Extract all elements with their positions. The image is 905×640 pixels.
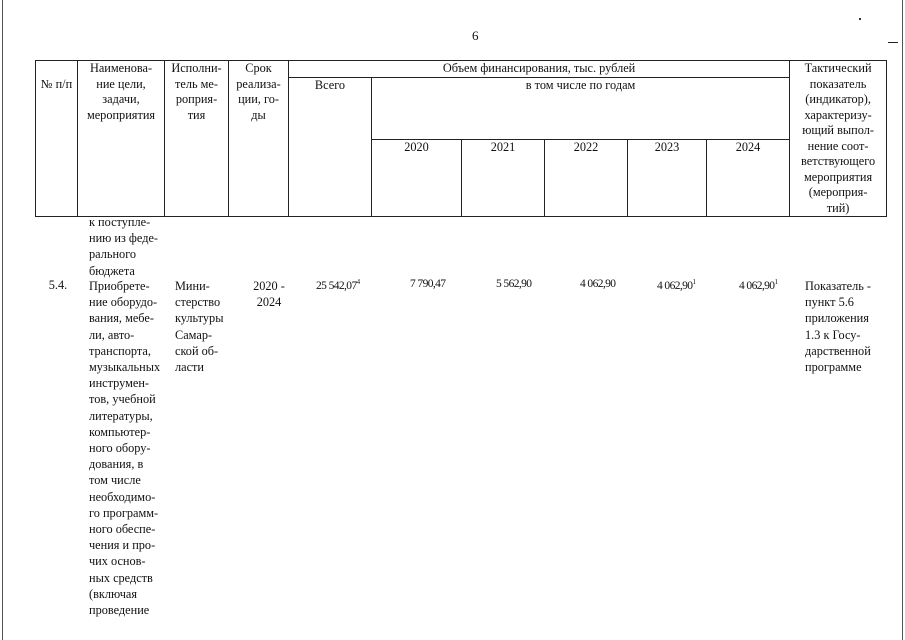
row-name: Приобрете- ние оборудо- вания, мебе- ли, авто- транспорта, музыкальных инструмен- тов, учебной литературы, компьютер- ного обору- дования, в том числе необходимо- го программ- ного обеспе- чения и про- чих основ- ных средств (включая проведение — [89, 279, 161, 618]
row-executor: Мини- стерство культуры Самар- ской об- ласти — [175, 279, 224, 375]
col-header-by-years: в том числе по годам — [372, 77, 790, 140]
scan-border-left — [2, 0, 3, 640]
col-header-year: 2024 — [707, 140, 790, 217]
budget-table-header — [35, 60, 887, 217]
row-2024: 4 062,90$^1$ — [739, 278, 778, 292]
col-header-name: Наименова- ние цели, задачи, мероприятия — [78, 61, 165, 217]
row-total: 25 542,07$^4$ — [316, 278, 361, 292]
col-header-executor: Исполни- тель ме- роприя- тия — [165, 61, 229, 217]
row-indicator: Показатель - пункт 5.6 приложения 1.3 к Госу- дарственной программе — [805, 279, 872, 375]
page-number: 6 — [472, 28, 479, 43]
row-term: 2020 - 2024 — [253, 279, 285, 310]
scan-speck — [859, 18, 861, 20]
continuation-text: к поступле- нию из феде- рального бюджета — [89, 215, 159, 278]
col-header-total: Всего — [289, 77, 372, 217]
scan-dash — [888, 42, 898, 43]
col-header-indicator: Тактический показатель (индикатор), характеризу- ющий выпол- нение соот- ветствующего мероприятия (мероприя- тий) — [790, 61, 887, 217]
col-header-funding: Объем финансирования, тыс. рублей — [289, 61, 790, 78]
col-header-year: 2021 — [462, 140, 545, 217]
row-2022: 4 062,90 — [580, 278, 616, 290]
row-2023: 4 062,90$^1$ — [657, 278, 696, 292]
col-header-term: Срок реализа- ции, го- ды — [229, 61, 289, 217]
col-header-year: 2022 — [545, 140, 628, 217]
row-2020: 7 790,47 — [410, 278, 446, 290]
col-header-year: 2020 — [372, 140, 462, 217]
row-number: 5.4. — [48, 278, 68, 292]
row-2021: 5 562,90 — [496, 278, 532, 290]
col-header-number: № п/п — [36, 61, 78, 217]
col-header-year: 2023 — [628, 140, 707, 217]
scan-border-right — [902, 0, 903, 640]
